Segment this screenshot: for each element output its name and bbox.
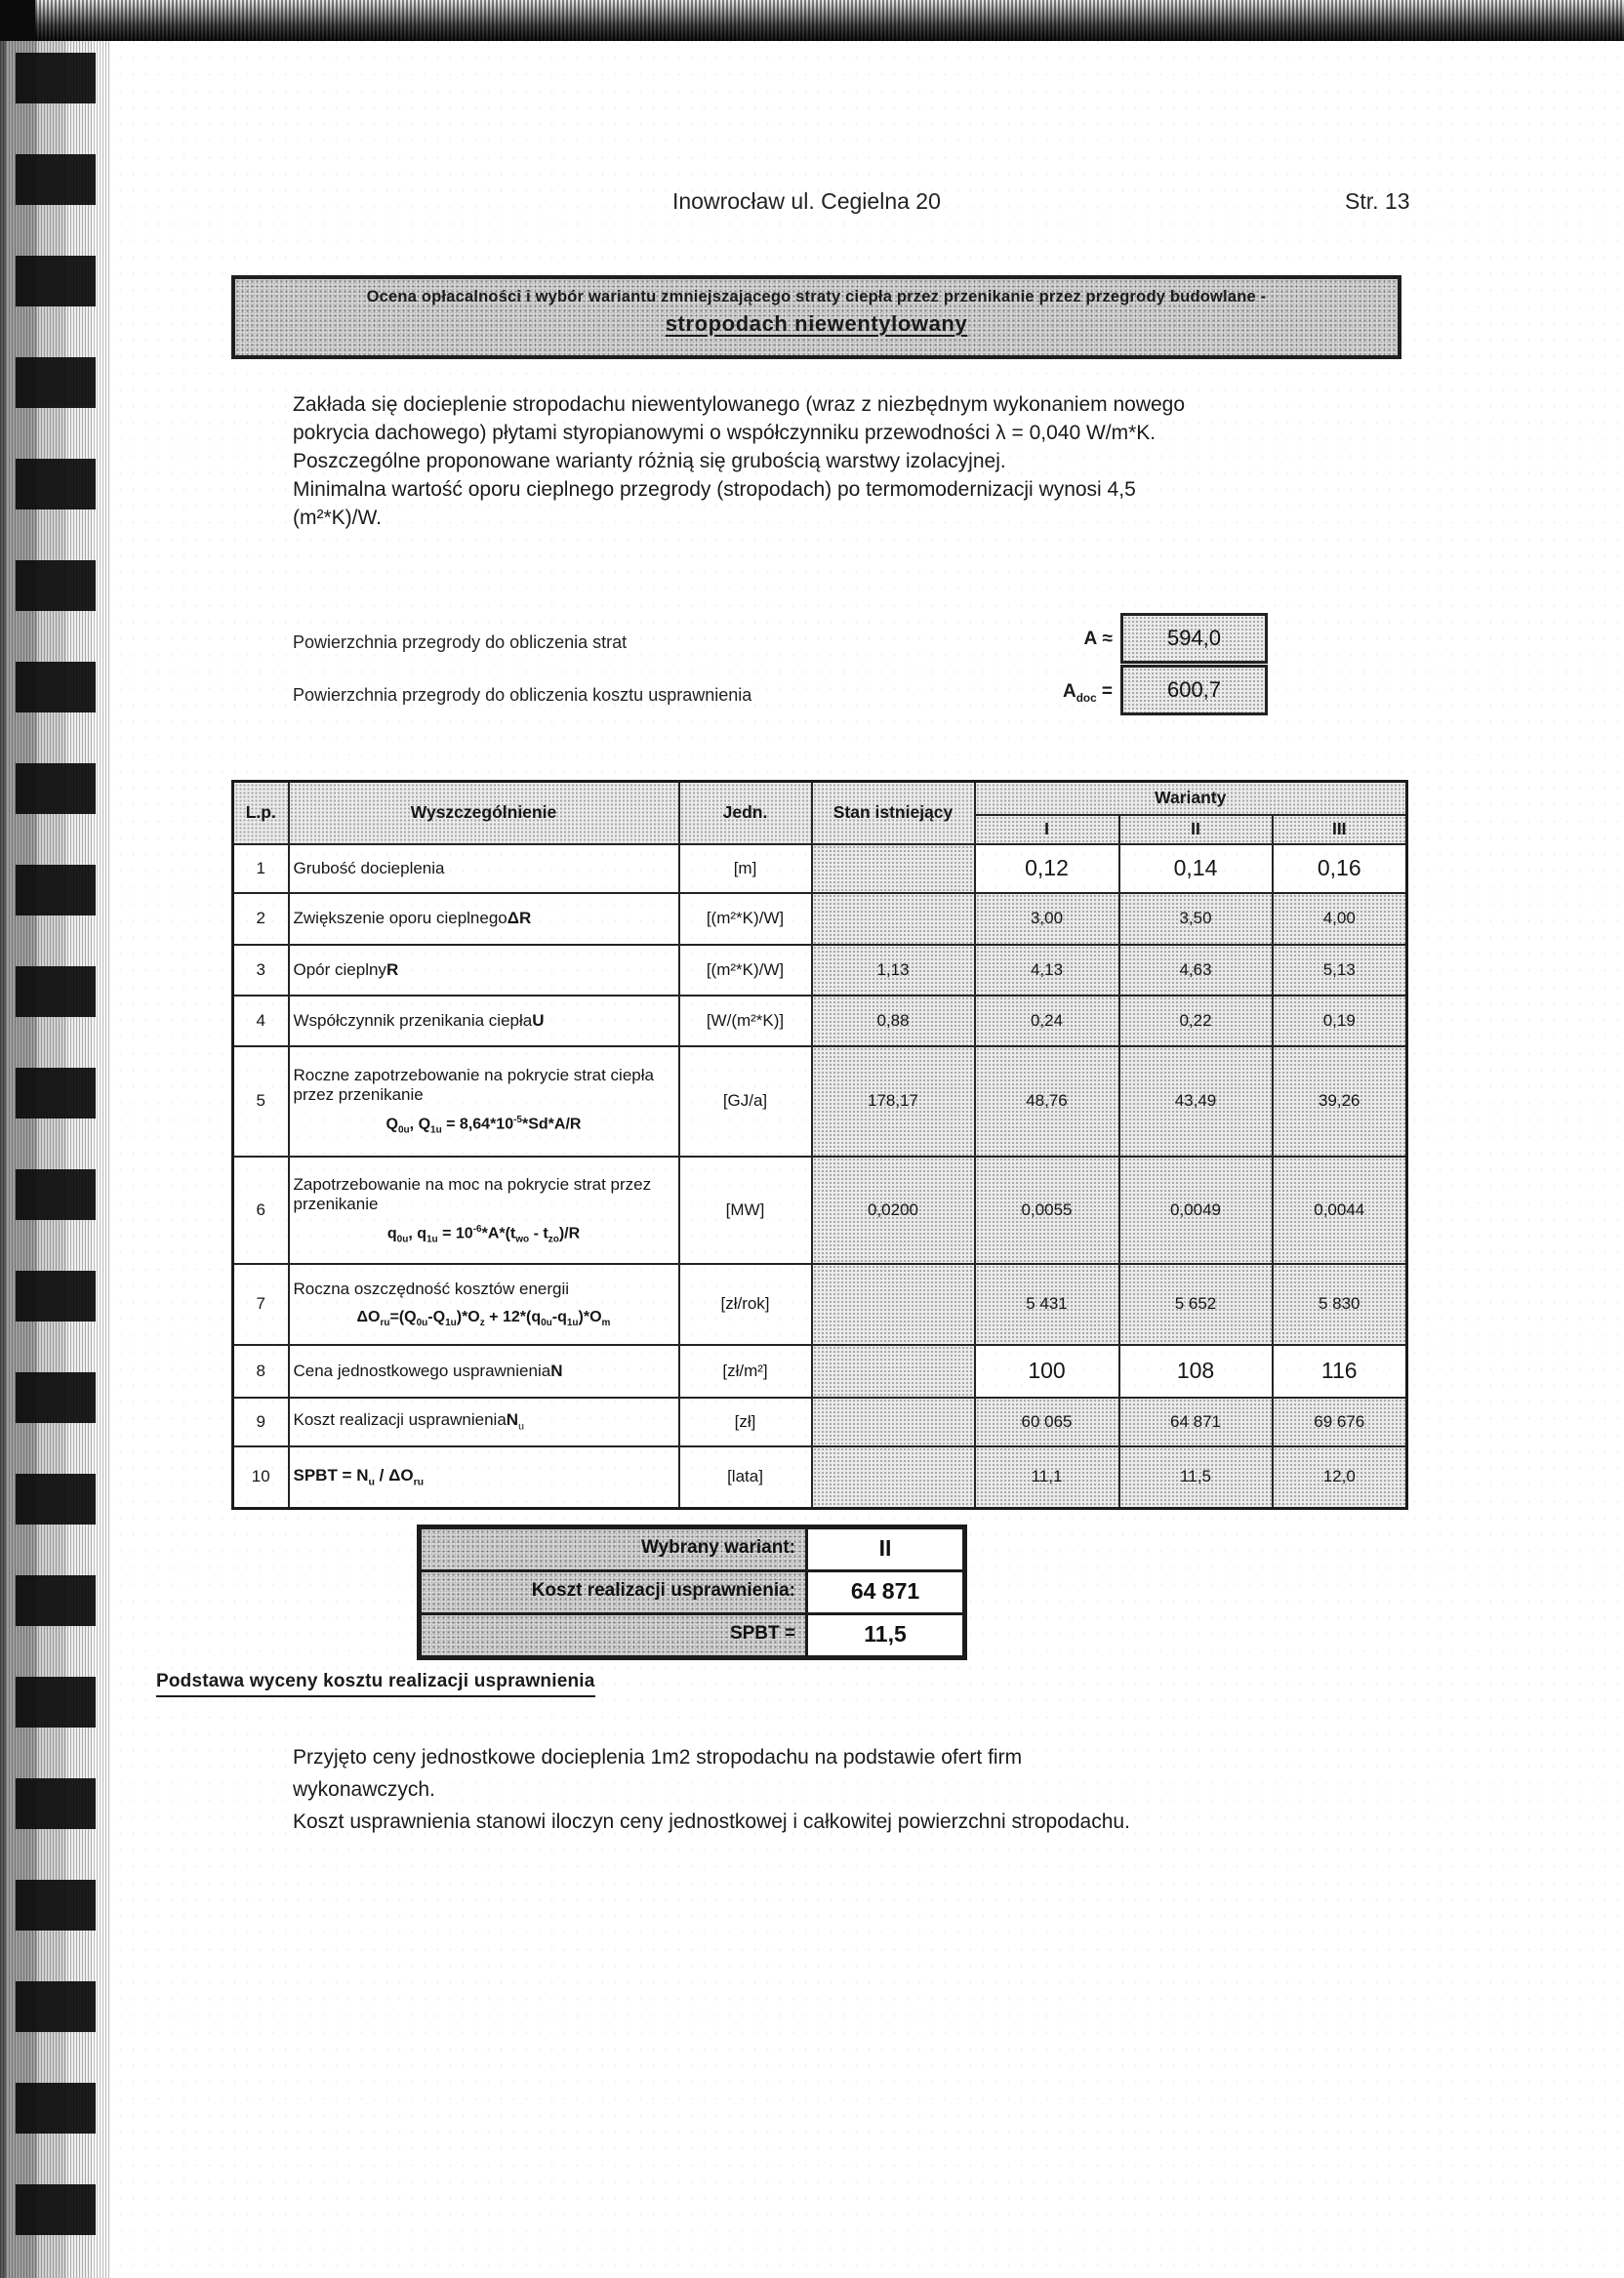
cell-unit: [MW] [679, 1157, 812, 1264]
area-loss-label: Powierzchnia przegrody do obliczenia strat [293, 632, 628, 652]
summary-row [422, 1615, 962, 1655]
summary-row [422, 1572, 962, 1615]
summary-label-variant: Wybrany wariant: [422, 1529, 808, 1569]
row-label-text: Zapotrzebowanie na moc na pokrycie strat przez przenikanie [293, 1174, 652, 1213]
cell-row-label [289, 1345, 679, 1398]
summary-value-cost: 64 871 [808, 1572, 962, 1612]
cell-variant-2: 0,22 [1119, 996, 1273, 1046]
cell-variant-2: 108 [1119, 1345, 1273, 1398]
cell-unit: [m] [679, 844, 812, 893]
summary-value-variant: II [808, 1529, 962, 1569]
table-row [233, 1345, 1407, 1398]
cell-row-number: 8 [233, 1345, 289, 1398]
cell-unit: [zł/rok] [679, 1264, 812, 1345]
row-formula: $q_{0u}$, $q_{1u} = 10^{-6}*A*(t_{wo} - t_{zo})/R$ [386, 1223, 581, 1245]
area-cost-symbol [995, 681, 1113, 705]
cell-row-number: 7 [233, 1264, 289, 1345]
page-number: Str. 13 [1345, 188, 1410, 214]
cell-existing: 1,13 [812, 945, 975, 996]
footer-paragraph-1: Przyjęto ceny jednostkowe docieplenia 1m2 stropodachu na podstawie ofert firm wykonawczych. [293, 1746, 1023, 1801]
cell-row-number: 3 [233, 945, 289, 996]
col-header-unit: Jedn. [679, 782, 812, 844]
cell-row-number: 1 [233, 844, 289, 893]
col-header-variant-1: I [975, 815, 1119, 844]
area-loss-value-box: 594,0 [1120, 613, 1268, 664]
cell-variant-2: 43,49 [1119, 1046, 1273, 1157]
cell-variant-3: 0,16 [1273, 844, 1407, 893]
cell-variant-1: 5 431 [975, 1264, 1119, 1345]
cell-row-label [289, 1157, 679, 1264]
cell-variant-3: 12,0 [1273, 1446, 1407, 1509]
cell-existing: 0,0200 [812, 1157, 975, 1264]
cell-unit: [W/(m²*K)] [679, 996, 812, 1046]
section-title-line2: stropodach niewentylowany [665, 311, 968, 336]
cell-variant-3: 39,26 [1273, 1046, 1407, 1157]
cell-variant-1: 60 065 [975, 1398, 1119, 1446]
symbol-A: A [1083, 629, 1098, 649]
row-formula-bold: SPBT = $N_u / \Delta O_{ru}$ [293, 1466, 425, 1488]
cell-variant-3: 5 830 [1273, 1264, 1407, 1345]
row-symbol: N [550, 1361, 563, 1380]
summary-label-spbt: SPBT = [422, 1615, 808, 1655]
document-header-address: Inowrocław ul. Cegielna 20 [672, 188, 941, 214]
intro-paragraph-3: Minimalna wartość oporu cieplnego przegrody (stropodach) po termomodernizacji wynosi 4,5 (m²*K)/W. [293, 478, 1136, 529]
col-header-variant-2: II [1119, 815, 1273, 844]
cell-variant-1: 48,76 [975, 1046, 1119, 1157]
cell-existing [812, 1446, 975, 1509]
cell-row-number: 2 [233, 893, 289, 945]
scan-top-shadow [35, 0, 1624, 41]
col-header-name: Wyszczególnienie [289, 782, 679, 844]
cell-existing [812, 1398, 975, 1446]
cell-variant-2: 4,63 [1119, 945, 1273, 996]
symbol-Adoc: A [1062, 681, 1076, 702]
section-title-box [231, 275, 1401, 359]
cell-variant-3: 116 [1273, 1345, 1407, 1398]
table-row [233, 893, 1407, 945]
cell-row-label [289, 1398, 679, 1446]
variants-table [231, 780, 1408, 1510]
cell-row-number: 10 [233, 1446, 289, 1509]
cell-existing [812, 893, 975, 945]
col-header-lp: L.p. [233, 782, 289, 844]
intro-paragraph-1: Zakłada się docieplenie stropodachu niewentylowanego (wraz z niezbędnym wykonaniem nowego pokrycia dachowego) płytami styropianowymi o współczynniku przewodności λ = 0,040 W/m*K. [293, 393, 1186, 444]
row-symbol: N [506, 1410, 519, 1430]
row-label-text: Grubość docieplenia [293, 858, 445, 877]
equals-sign: ≈ [1097, 629, 1113, 649]
col-header-existing: Stan istniejący [812, 782, 975, 844]
cell-variant-1: 11,1 [975, 1446, 1119, 1509]
cell-variant-3: 0,19 [1273, 996, 1407, 1046]
cell-unit: [lata] [679, 1446, 812, 1509]
cell-unit: [(m²*K)/W] [679, 893, 812, 945]
cell-variant-1: 100 [975, 1345, 1119, 1398]
cell-variant-2: 3,50 [1119, 893, 1273, 945]
cell-unit: [zł] [679, 1398, 812, 1446]
cell-variant-3: 4,00 [1273, 893, 1407, 945]
cell-variant-1: 4,13 [975, 945, 1119, 996]
row-label-text: Opór cieplny [293, 959, 386, 979]
cell-unit: [zł/m²] [679, 1345, 812, 1398]
cell-row-label [289, 893, 679, 945]
row-symbol: R [386, 959, 399, 979]
cell-variant-1: 0,24 [975, 996, 1119, 1046]
cell-variant-3: 5,13 [1273, 945, 1407, 996]
cell-row-label [289, 844, 679, 893]
cell-variant-2: 11,5 [1119, 1446, 1273, 1509]
intro-paragraph-2: Poszczególne proponowane warianty różnią się grubością warstwy izolacyjnej. [293, 450, 1006, 472]
cell-variant-1: 0,0055 [975, 1157, 1119, 1264]
table-row [233, 945, 1407, 996]
area-loss-symbol [1025, 629, 1113, 652]
table-row [233, 1446, 1407, 1509]
table-row [233, 996, 1407, 1046]
row-formula: $\Delta O_{ru}=(Q_{0u}-Q_{1u})*O_z + 12*(q_{0u}-q_{1u})*O_m$ [356, 1308, 611, 1329]
cell-existing: 0,88 [812, 996, 975, 1046]
row-label-text: Roczna oszczędność kosztów energii [293, 1279, 570, 1298]
cell-existing: 178,17 [812, 1046, 975, 1157]
row-formula: $Q_{0u}$, $Q_{1u} = 8,64*10^{-5}*Sd*A/R$ [386, 1115, 582, 1136]
cell-variant-1: 3,00 [975, 893, 1119, 945]
cell-row-label [289, 996, 679, 1046]
cell-variant-3: 69 676 [1273, 1398, 1407, 1446]
row-label-text: Cena jednostkowego usprawnienia [293, 1361, 551, 1380]
symbol-Adoc-sub: doc [1076, 691, 1097, 705]
summary-value-spbt: 11,5 [808, 1615, 962, 1655]
row-symbol: U [532, 1010, 545, 1030]
row-label-text: Zwiększenie oporu cieplnego [293, 909, 508, 927]
cell-row-label [289, 1046, 679, 1157]
summary-label-cost: Koszt realizacji usprawnienia: [422, 1572, 808, 1612]
footer-paragraph-2: Koszt usprawnienia stanowi iloczyn ceny jednostkowej i całkowitej powierzchni stropodachu. [293, 1810, 1130, 1833]
cell-row-label [289, 945, 679, 996]
table-row [233, 1398, 1407, 1446]
cell-unit: [(m²*K)/W] [679, 945, 812, 996]
binding-edge [0, 41, 109, 2278]
cell-existing [812, 1264, 975, 1345]
cell-variant-2: 5 652 [1119, 1264, 1273, 1345]
row-symbol: ΔR [507, 909, 532, 927]
area-cost-label: Powierzchnia przegrody do obliczenia kosztu usprawnienia [293, 685, 752, 705]
row-label-text: Roczne zapotrzebowanie na pokrycie strat ciepła przez przenikanie [293, 1066, 654, 1105]
selected-variant-box [417, 1525, 967, 1660]
table-row [233, 1264, 1407, 1345]
row-label-text: Współczynnik przenikania ciepła [293, 1010, 533, 1030]
area-cost-value-box: 600,7 [1120, 665, 1268, 715]
footer-heading: Podstawa wyceny kosztu realizacji usprawnienia [156, 1671, 595, 1697]
table-row [233, 844, 1407, 893]
cell-row-number: 5 [233, 1046, 289, 1157]
table-row [233, 1157, 1407, 1264]
cell-existing [812, 1345, 975, 1398]
col-header-variants: Warianty [975, 782, 1407, 815]
row-symbol-sub: u [518, 1420, 524, 1433]
equals-sign: = [1096, 681, 1113, 702]
cell-variant-3: 0,0044 [1273, 1157, 1407, 1264]
footer-paragraphs [293, 1741, 1327, 1838]
summary-row [422, 1529, 962, 1572]
table-row [233, 1046, 1407, 1157]
cell-variant-1: 0,12 [975, 844, 1119, 893]
cell-unit: [GJ/a] [679, 1046, 812, 1157]
cell-row-number: 6 [233, 1157, 289, 1264]
cell-existing [812, 844, 975, 893]
cell-row-label [289, 1446, 679, 1509]
cell-row-label [289, 1264, 679, 1345]
section-title-line1: Ocena opłacalności i wybór wariantu zmniejszającego straty ciepła przez przenikanie przez przegrody budowlane - [366, 288, 1267, 305]
cell-variant-2: 0,14 [1119, 844, 1273, 893]
cell-row-number: 9 [233, 1398, 289, 1446]
col-header-variant-3: III [1273, 815, 1407, 844]
row-label-text: Koszt realizacji usprawnienia [293, 1410, 507, 1430]
cell-variant-2: 64 871 [1119, 1398, 1273, 1446]
cell-row-number: 4 [233, 996, 289, 1046]
intro-paragraphs [293, 390, 1210, 532]
cell-variant-2: 0,0049 [1119, 1157, 1273, 1264]
